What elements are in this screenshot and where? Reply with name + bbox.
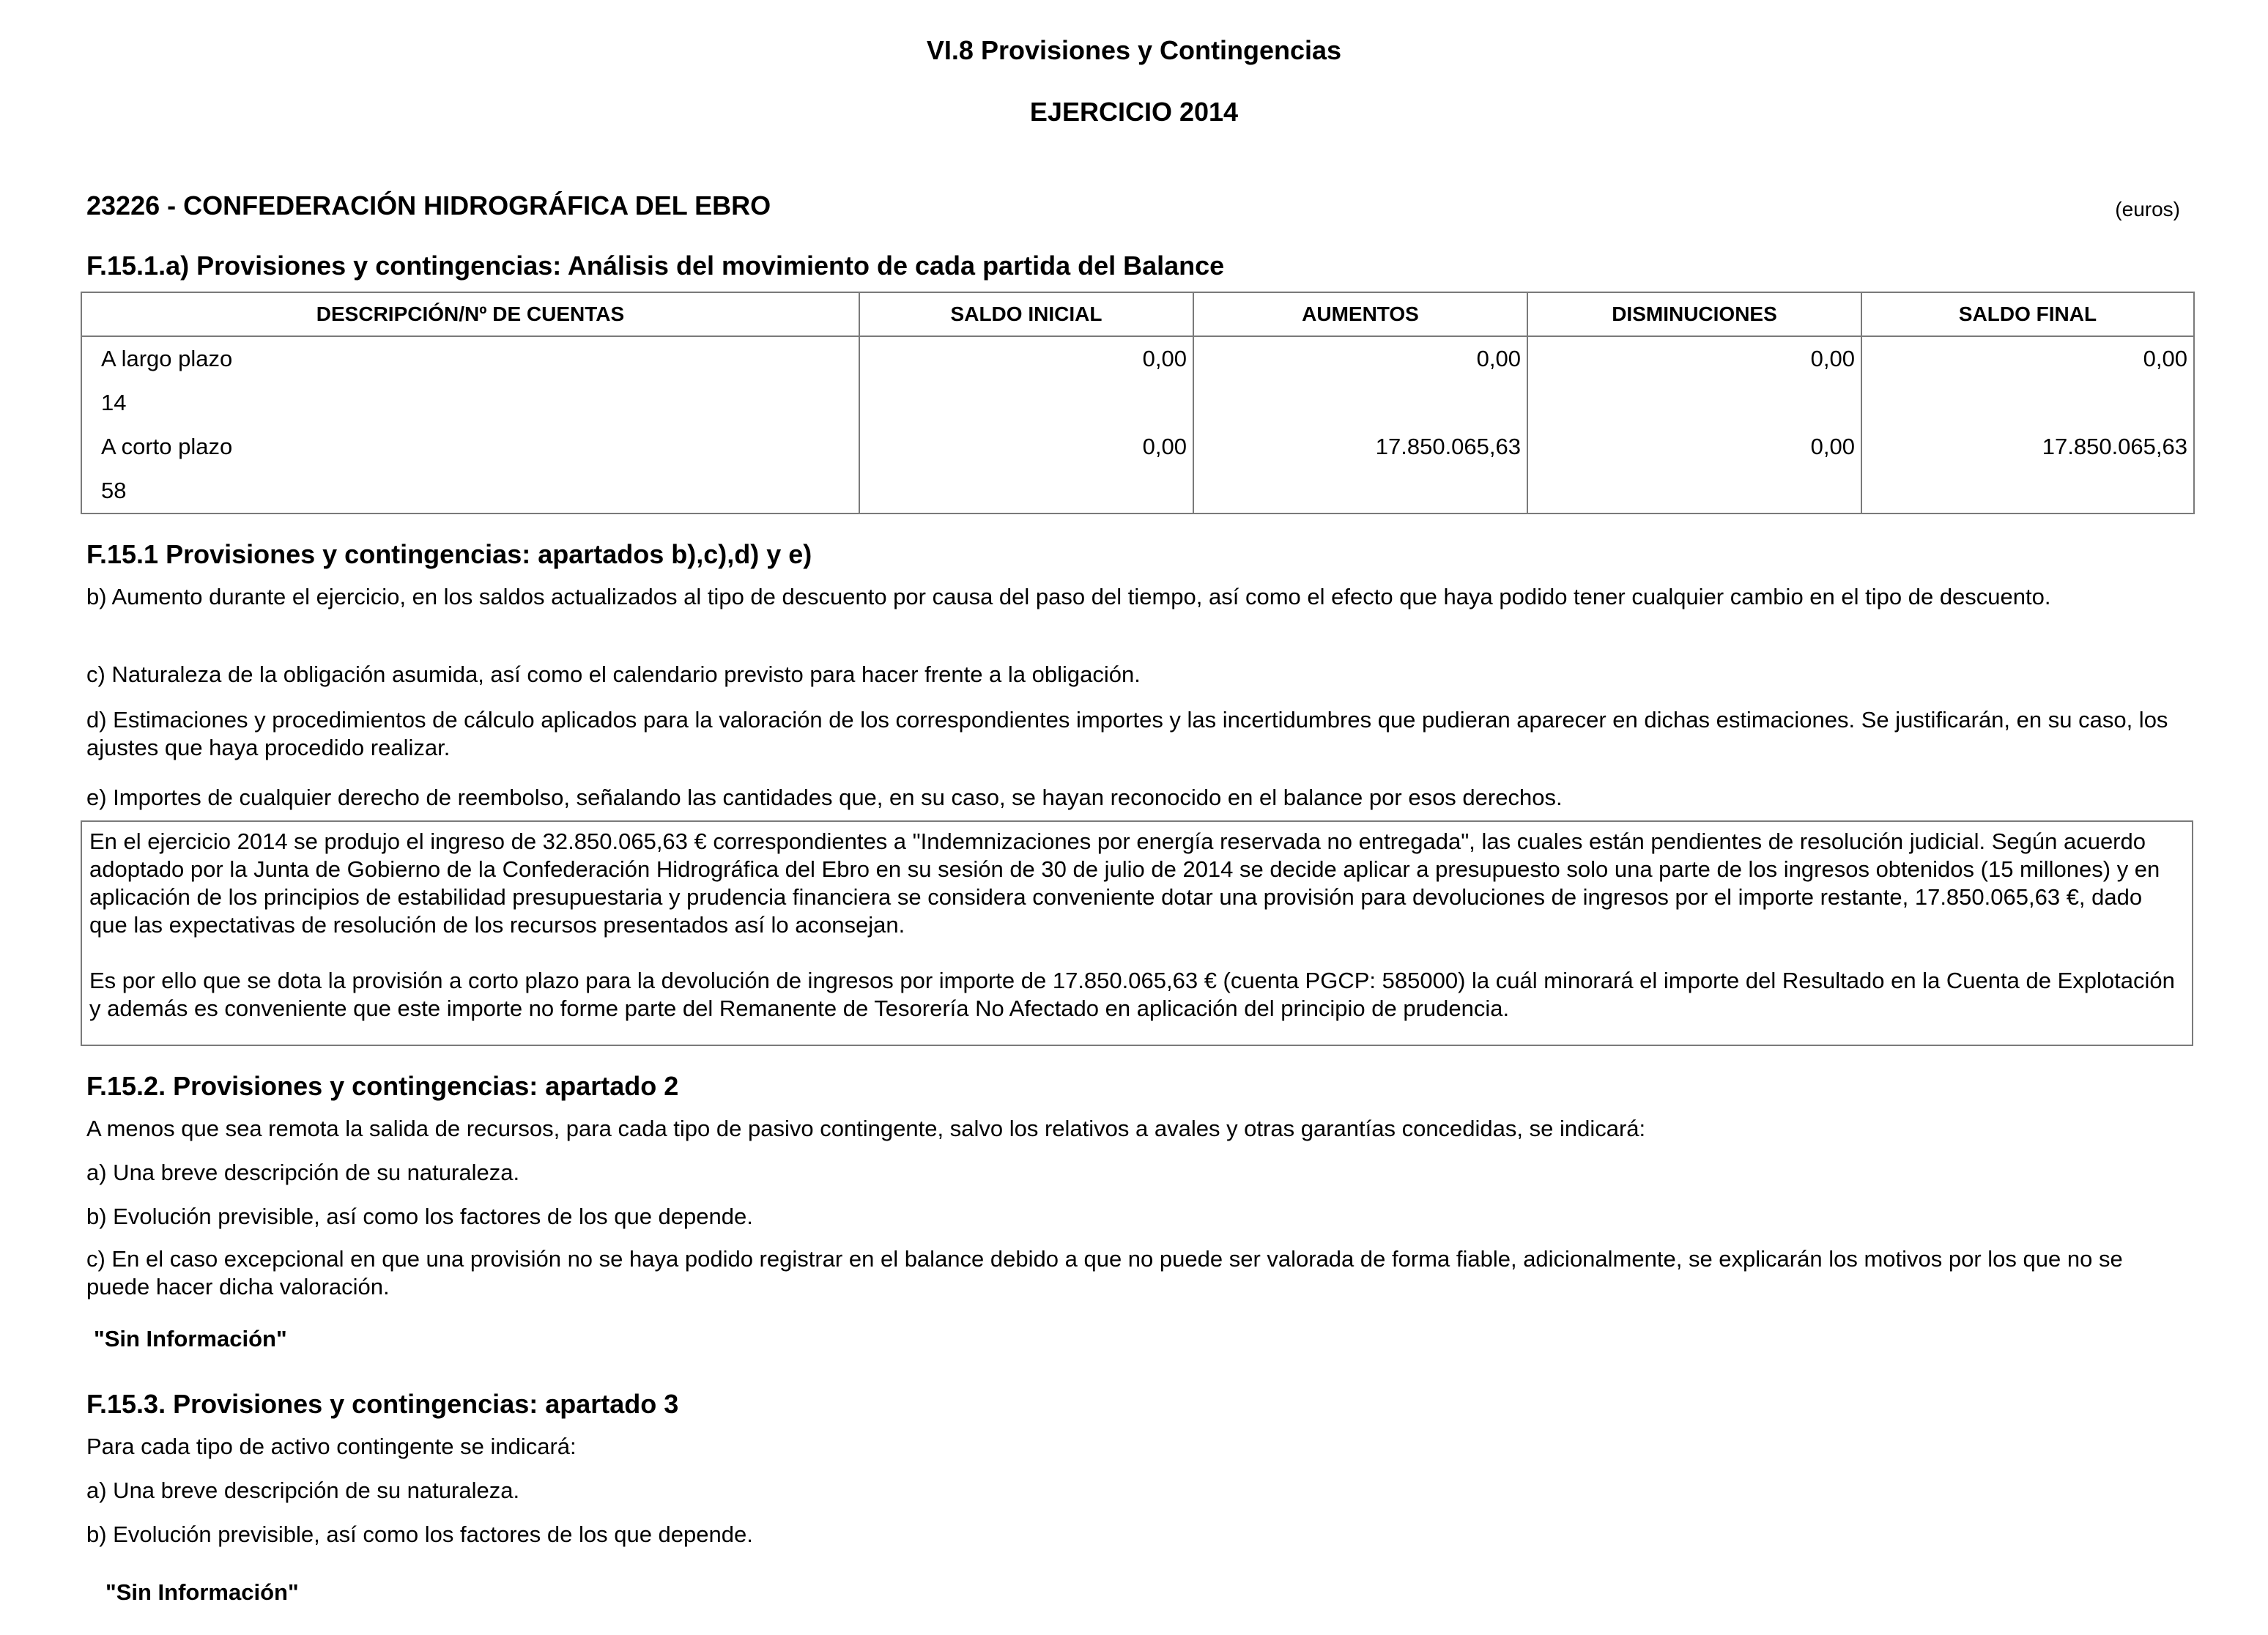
- section-3-item-a: a) Una breve descripción de su naturaleza.: [86, 1478, 520, 1503]
- table-header-row: [81, 292, 2194, 336]
- table-cell: [859, 469, 1193, 514]
- table-cell: 58: [81, 469, 859, 514]
- section-2-note: "Sin Información": [94, 1326, 287, 1352]
- table-row: [81, 425, 2194, 469]
- table-row: [81, 381, 2194, 425]
- explanation-box: [81, 820, 2193, 1046]
- section-2-intro: A menos que sea remota la salida de recursos, para cada tipo de pasivo contingente, salvo los relativos a avales y otras garantías concedidas, se indicará:: [86, 1116, 1646, 1141]
- section-3-intro: Para cada tipo de activo contingente se indicará:: [86, 1434, 577, 1459]
- table-cell: [1193, 469, 1527, 514]
- explanation-paragraph: Es por ello que se dota la provisión a corto plazo para la devolución de ingresos por importe de 17.850.065,63 € (cuenta PGCP: 585000) la cuál minorará el importe del Resultado en la Cuenta de Explotación y además es conveniente que este importe no forme parte del Remanente de Tesorería No Afectado en aplicación del principio de prudencia.: [89, 968, 2175, 1021]
- entity-name: 23226 - CONFEDERACIÓN HIDROGRÁFICA DEL EBRO: [86, 190, 771, 220]
- table-cell: 0,00: [1527, 336, 1861, 381]
- section-3-item-b: b) Evolución previsible, así como los factores de los que depende.: [86, 1521, 753, 1547]
- table-cell: [1527, 469, 1861, 514]
- currency-unit: (euros): [2115, 198, 2180, 220]
- table-cell: 0,00: [1193, 336, 1527, 381]
- section-2-item-c: c) En el caso excepcional en que una provisión no se haya podido registrar en el balance debido a que no puede ser valorada de forma fiable, adicionalmente, se explicarán los motivos por los que no se puede hacer dicha valoración.: [86, 1246, 2123, 1300]
- paragraph-c: c) Naturaleza de la obligación asumida, así como el calendario previsto para hacer frente a la obligación.: [86, 661, 1141, 687]
- column-header: AUMENTOS: [1193, 292, 1527, 336]
- table-cell: [1861, 469, 2194, 514]
- column-header: DISMINUCIONES: [1527, 292, 1861, 336]
- section-2-item-a: a) Una breve descripción de su naturaleza.: [86, 1160, 520, 1185]
- section-a-heading: F.15.1.a) Provisiones y contingencias: Análisis del movimiento de cada partida del Balance: [86, 251, 1225, 281]
- page-title: VI.8 Provisiones y Contingencias: [926, 35, 1342, 65]
- section-2-item-b: b) Evolución previsible, así como los factores de los que depende.: [86, 1204, 753, 1229]
- column-header: DESCRIPCIÓN/Nº DE CUENTAS: [81, 292, 859, 336]
- column-header: SALDO INICIAL: [859, 292, 1193, 336]
- column-header: SALDO FINAL: [1861, 292, 2194, 336]
- table-cell: 14: [81, 381, 859, 425]
- paragraph-e: e) Importes de cualquier derecho de reembolso, señalando las cantidades que, en su caso, se hayan reconocido en el balance por esos derechos.: [86, 785, 1563, 810]
- section-3-note: "Sin Información": [105, 1579, 299, 1605]
- paragraph-d: d) Estimaciones y procedimientos de cálculo aplicados para la valoración de los correspondientes importes y las incertidumbres que pudieran aparecer en dichas estimaciones. Se justificarán, en su caso, los ajustes que haya procedido realizar.: [86, 707, 2168, 760]
- table-cell: 0,00: [1527, 425, 1861, 469]
- table-cell: [859, 381, 1193, 425]
- table-cell: A corto plazo: [81, 425, 859, 469]
- movement-table: [81, 292, 2195, 514]
- table-cell: 17.850.065,63: [1193, 425, 1527, 469]
- page-subtitle: EJERCICIO 2014: [1029, 97, 1239, 127]
- table-cell: 0,00: [859, 336, 1193, 381]
- table-cell: A largo plazo: [81, 336, 859, 381]
- paragraph-b: b) Aumento durante el ejercicio, en los saldos actualizados al tipo de descuento por causa del paso del tiempo, así como el efecto que haya podido tener cualquier cambio en el tipo de descuento.: [86, 584, 2051, 609]
- table-cell: [1527, 381, 1861, 425]
- section-3-heading: F.15.3. Provisiones y contingencias: apartado 3: [86, 1389, 679, 1419]
- table-row: [81, 336, 2194, 381]
- table-cell: [1861, 381, 2194, 425]
- table-cell: 0,00: [859, 425, 1193, 469]
- table-cell: 0,00: [1861, 336, 2194, 381]
- section-b-heading: F.15.1 Provisiones y contingencias: apartados b),c),d) y e): [86, 539, 812, 569]
- section-2-heading: F.15.2. Provisiones y contingencias: apartado 2: [86, 1071, 679, 1101]
- table-cell: 17.850.065,63: [1861, 425, 2194, 469]
- table-row: [81, 469, 2194, 514]
- table-cell: [1193, 381, 1527, 425]
- explanation-paragraph: En el ejercicio 2014 se produjo el ingreso de 32.850.065,63 € correspondientes a "Indemnizaciones por energía reservada no entregada", las cuales están pendientes de resolución judicial. Según acuerdo adoptado por la Junta de Gobierno de la Confederación Hidrográfica del Ebro en su sesión de 30 de julio de 2014 se decide aplicar a presupuesto solo una parte de los ingresos obtenidos (15 millones) y en aplicación de los principios de estabilidad presupuestaria y prudencia financiera se considera conveniente dotar una provisión para devoluciones de ingresos por el importe restante, 17.850.065,63 €, dado que las expectativas de resolución de los recursos presentados así lo aconsejan.: [89, 828, 2160, 938]
